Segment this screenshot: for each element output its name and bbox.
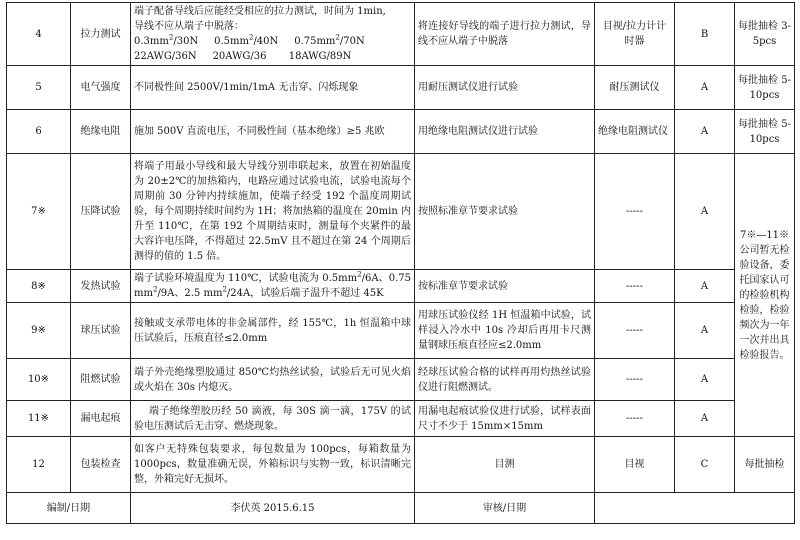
pull-value: 18AWG/89N <box>288 51 352 62</box>
test-item: 拉力测试 <box>71 3 131 66</box>
sampling-cell: 每批抽检 5-10pcs <box>735 66 795 110</box>
method-cell: 经球压试验合格的试样再用灼热丝试验仪进行阻燃测试。 <box>415 359 595 401</box>
pull-values-metric <box>134 34 411 49</box>
method-cell: 用耐压测试仪进行试验 <box>415 66 595 110</box>
level-cell: A <box>675 154 735 270</box>
requirement-cell: 如客户无特殊包装要求，每包数量为 100pcs，每箱数量为 1000pcs，数量准确无误，外箱标识与实物一致，标识清晰完整，外箱完好无损坏。 <box>131 437 415 493</box>
requirement-cell: 端子绝缘塑胶历经 50 滴液，每 30S 滴一滴，175V 的试验电压测试后无击穿、燃烧现象。 <box>131 401 415 437</box>
prepared-by-label: 编制/日期 <box>7 493 131 524</box>
test-item: 电气强度 <box>71 66 131 110</box>
inspection-table <box>6 2 795 524</box>
level-cell: A <box>675 66 735 110</box>
level-cell: A <box>675 110 735 154</box>
level-cell: A <box>675 359 735 401</box>
test-item: 压降试验 <box>71 154 131 270</box>
table-row <box>7 359 795 401</box>
row-number: 11※ <box>7 401 71 437</box>
requirement-cell: 端子外壳绝缘塑胶通过 850℃灼热丝试验，试验后无可见火焰或火焰在 30s 内熄灭。 <box>131 359 415 401</box>
equipment-cell: 耐压测试仪 <box>595 66 675 110</box>
requirement-cell: 端子试验环境温度为 110℃，试验电流为 $0.5mm^2/6A$、0.75 $mm^2/9A$、2.5 $mm^2/24A$，试验后端子温升不超过 45K <box>131 270 415 303</box>
method-cell: 按照标准章节要求试验 <box>415 154 595 270</box>
method-cell: 目测 <box>415 437 595 493</box>
reviewed-by-value <box>595 493 795 524</box>
level-cell: A <box>675 270 735 303</box>
test-item: 漏电起痕 <box>71 401 131 437</box>
requirement-line: 导线不应从端子中脱落： <box>134 21 244 32</box>
reviewed-by-label: 审核/日期 <box>415 493 595 524</box>
table-row <box>7 154 795 270</box>
equipment-cell: ----- <box>595 401 675 437</box>
table-row <box>7 3 795 66</box>
table-row <box>7 270 795 303</box>
row-number: 7※ <box>7 154 71 270</box>
level-cell: B <box>675 3 735 66</box>
requirement-cell: 施加 500V 直流电压，不同极性间（基本绝缘）≥5 兆欧 <box>131 110 415 154</box>
sampling-cell: 每批抽检 <box>735 437 795 493</box>
requirement-cell <box>131 3 415 66</box>
sampling-cell: 每批抽检 3-5pcs <box>735 3 795 66</box>
sampling-cell: 每批抽检 5-10pcs <box>735 110 795 154</box>
test-item: 发热试验 <box>71 270 131 303</box>
level-cell: A <box>675 303 735 359</box>
requirement-cell: 不同极性间 2500V/1min/1mA 无击穿、闪烁现象 <box>131 66 415 110</box>
method-cell: 用球压试验仪经 1H 恒温箱中试验，试样浸入冷水中 10s 冷却后再用卡尺测量钢球压痕直径应≤2.0mm <box>415 303 595 359</box>
equipment-cell: 目视/拉力计计时器 <box>595 3 675 66</box>
pull-value: $0.3mm^2/30N$ <box>134 33 199 47</box>
table-row <box>7 437 795 493</box>
inspection-spec-page <box>6 2 794 536</box>
test-item: 绝缘电阻 <box>71 110 131 154</box>
level-cell: C <box>675 437 735 493</box>
method-cell: 按标准章节要求试验 <box>415 270 595 303</box>
method-cell: 用绝缘电阻测试仪进行试验 <box>415 110 595 154</box>
signature-row <box>7 493 795 524</box>
pull-value: 22AWG/36N <box>134 51 197 62</box>
table-row <box>7 66 795 110</box>
test-item: 阻燃试验 <box>71 359 131 401</box>
equipment-cell: 目视 <box>595 437 675 493</box>
table-row <box>7 401 795 437</box>
equipment-cell: ----- <box>595 303 675 359</box>
pull-value: $0.5mm^2/40N$ <box>214 33 279 47</box>
pull-values-awg <box>134 49 411 64</box>
table-row <box>7 303 795 359</box>
pull-value: 20AWG/36 <box>212 51 267 62</box>
pull-value: $0.75mm^2/70N$ <box>294 33 365 47</box>
level-cell: A <box>675 401 735 437</box>
row-number: 5 <box>7 66 71 110</box>
row-number: 8※ <box>7 270 71 303</box>
table-row <box>7 110 795 154</box>
test-item: 球压试验 <box>71 303 131 359</box>
equipment-cell: ----- <box>595 359 675 401</box>
row-number: 6 <box>7 110 71 154</box>
requirement-cell: 将端子用最小导线和最大导线分别串联起来，放置在初始温度为 20±2℃的加热箱内，电路应通过试验电流，试验电流每个周期前 30 分钟内持续施加，使端子经受 192 个温度周期试验，每个周期持续时间约为 1H；将加热箱的温度在 20min 内升至 110℃，在第 192 个周期结束时，测量每个夹紧件的最大容许电压降，不得超过 22.5mV 且不超过在第 24 个周期后测得的值的 1.5 倍。 <box>131 154 415 270</box>
row-number: 4 <box>7 3 71 66</box>
row-number: 9※ <box>7 303 71 359</box>
equipment-cell: 绝缘电阻测试仪 <box>595 110 675 154</box>
outsourced-test-note: 7※—11※公司暂无检验设备，委托国家认可的检验机构检验，检验频次为一年一次并出具检验报告。 <box>735 154 795 437</box>
requirement-cell: 接触或支承带电体的非金属部件，经 155℃，1h 恒温箱中球压试验后，压痕直径≤2.0mm <box>131 303 415 359</box>
equipment-cell: ----- <box>595 154 675 270</box>
prepared-by-value: 李伏英 2015.6.15 <box>131 493 415 524</box>
method-cell: 将连接好导线的端子进行拉力测试，导线不应从端子中脱落 <box>415 3 595 66</box>
row-number: 12 <box>7 437 71 493</box>
method-cell: 用漏电起痕试验仪进行试验，试样表面尺寸不少于 15mm×15mm <box>415 401 595 437</box>
row-number: 10※ <box>7 359 71 401</box>
requirement-line: 端子配备导线后应能经受相应的拉力测试，时间为 1min, <box>134 6 386 17</box>
equipment-cell: ----- <box>595 270 675 303</box>
test-item: 包装检查 <box>71 437 131 493</box>
